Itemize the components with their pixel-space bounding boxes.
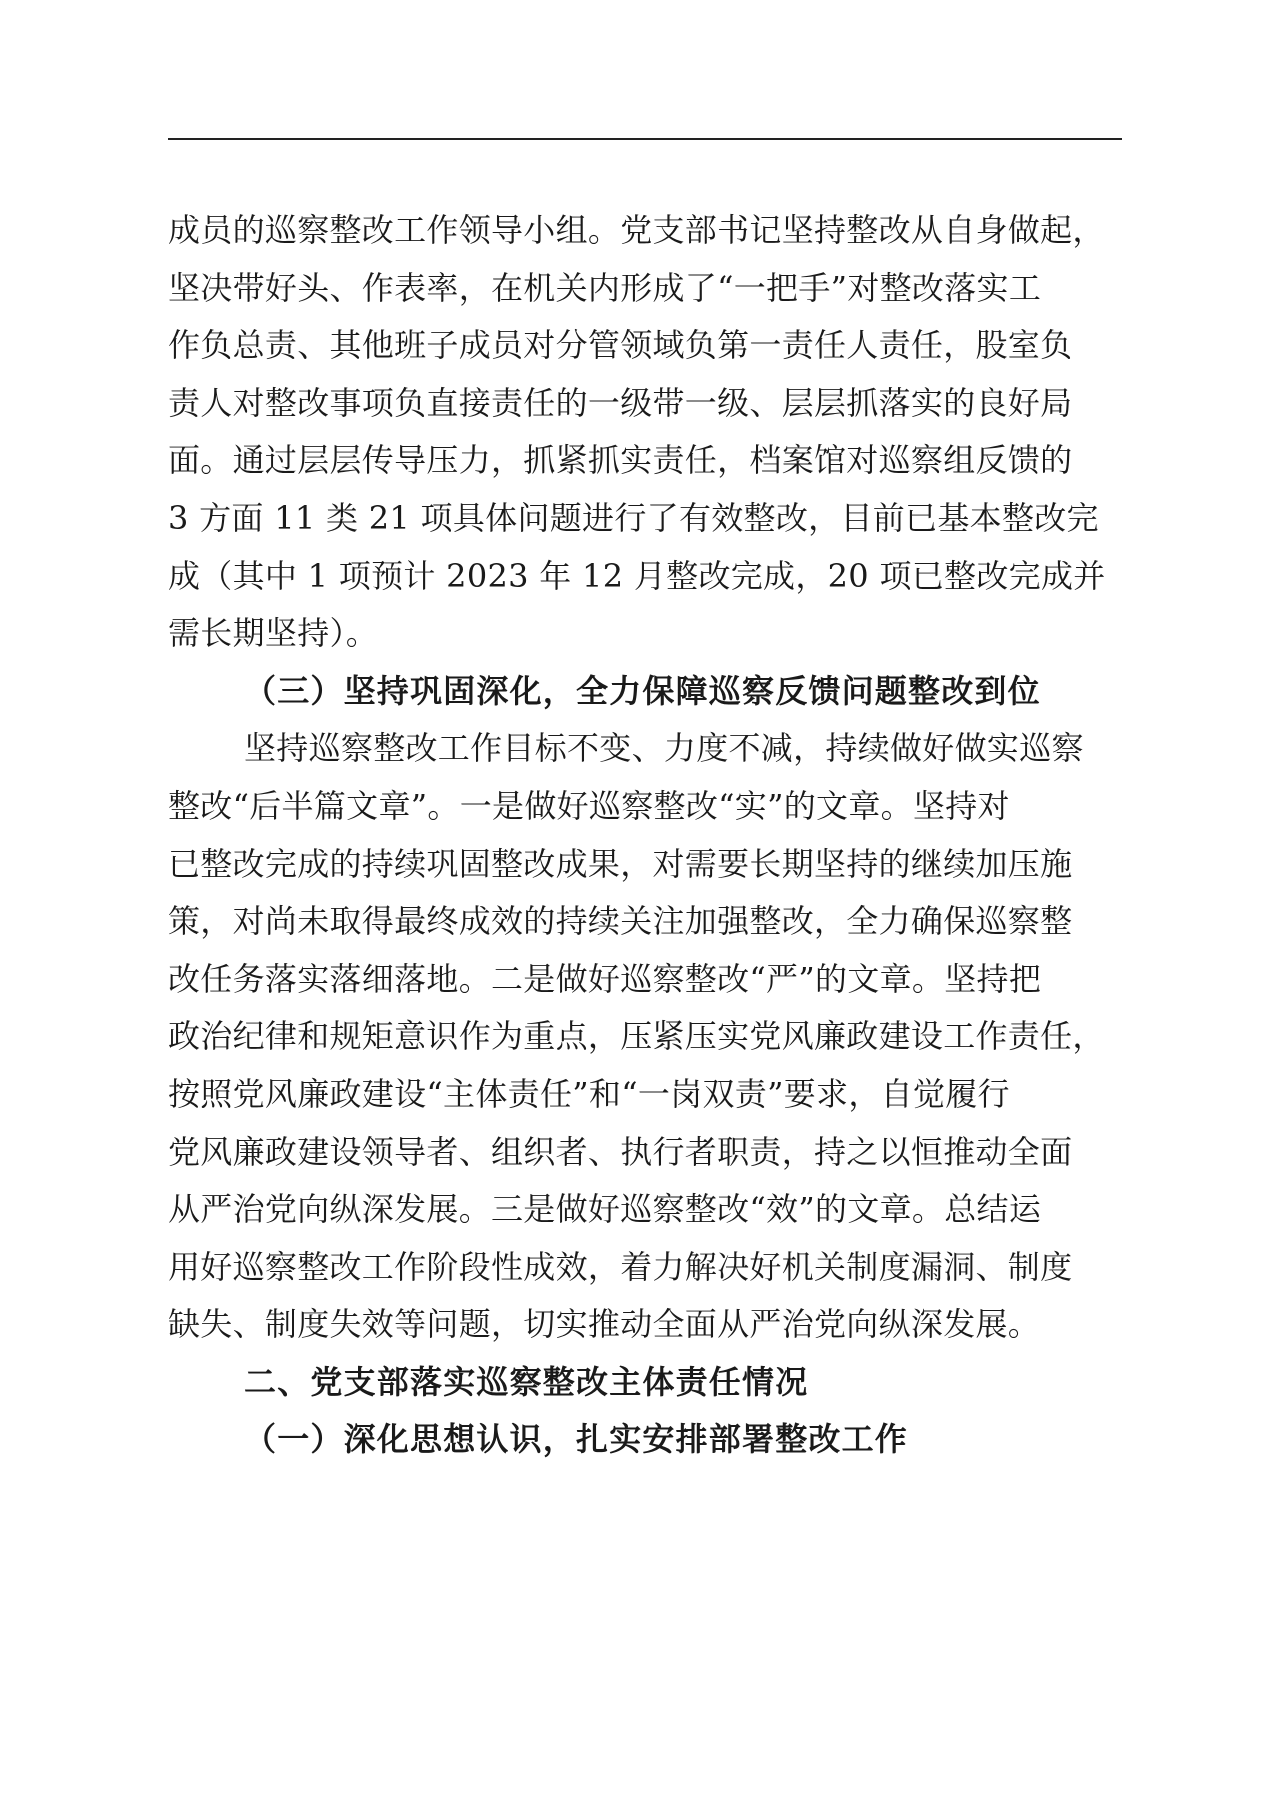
paragraph-line: 成（其中 1 项预计 2023 年 12 月整改完成，20 项已整改完成并 [168,556,1106,595]
paragraph-line: 需长期坚持）。 [168,614,379,653]
paragraph-line: 成员的巡察整改工作领导小组。党支部书记坚持整改从自身做起， [168,211,1105,249]
paragraph-line: 作负总责、其他班子成员对分管领域负第一责任人责任，股室负 [168,326,1073,365]
document-body [168,202,1128,1469]
paragraph-line: 整改“后半篇文章”。一是做好巡察整改“实”的文章。坚持对 [168,786,1010,825]
paragraph-line: 坚决带好头、作表率，在机关内形成了“一把手”对整改落实工 [168,268,1042,307]
part-heading: 二、党支部落实巡察整改主体责任情况 [244,1362,809,1401]
paragraph-line: 坚持巡察整改工作目标不变、力度不减，持续做好做实巡察 [244,729,1084,768]
paragraph-line: 按照党风廉政建设“主体责任”和“一岗双责”要求，自觉履行 [168,1074,1010,1113]
paragraph-line: 缺失、制度失效等问题，切实推动全面从严治党向纵深发展。 [168,1305,1041,1344]
paragraph-line: 面。通过层层传导压力，抓紧抓实责任，档案馆对巡察组反馈的 [168,441,1073,480]
paragraph-line: 改任务落实落细落地。二是做好巡察整改“严”的文章。坚持把 [168,959,1042,998]
paragraph-line: 已整改完成的持续巩固整改成果，对需要长期坚持的继续加压施 [168,844,1073,883]
paragraph-line: 策，对尚未取得最终成效的持续关注加强整改，全力确保巡察整 [168,902,1073,941]
paragraph-line: 用好巡察整改工作阶段性成效，着力解决好机关制度漏洞、制度 [168,1247,1073,1286]
paragraph-line: 3 方面 11 类 21 项具体问题进行了有效整改，目前已基本整改完 [168,498,1099,537]
section-heading: （三）坚持巩固深化，全力保障巡察反馈问题整改到位 [244,671,1041,710]
paragraph-line: 党风廉政建设领导者、组织者、执行者职责，持之以恒推动全面 [168,1132,1073,1171]
paragraph-line: 从严治党向纵深发展。三是做好巡察整改“效”的文章。总结运 [168,1190,1042,1229]
subsection-heading: （一）深化思想认识，扎实安排部署整改工作 [244,1420,909,1459]
paragraph-line: 责人对整改事项负直接责任的一级带一级、层层抓落实的良好局 [168,383,1073,422]
header-rule [168,138,1122,140]
paragraph-line: 政治纪律和规矩意识作为重点，压紧压实党风廉政建设工作责任， [168,1017,1105,1056]
